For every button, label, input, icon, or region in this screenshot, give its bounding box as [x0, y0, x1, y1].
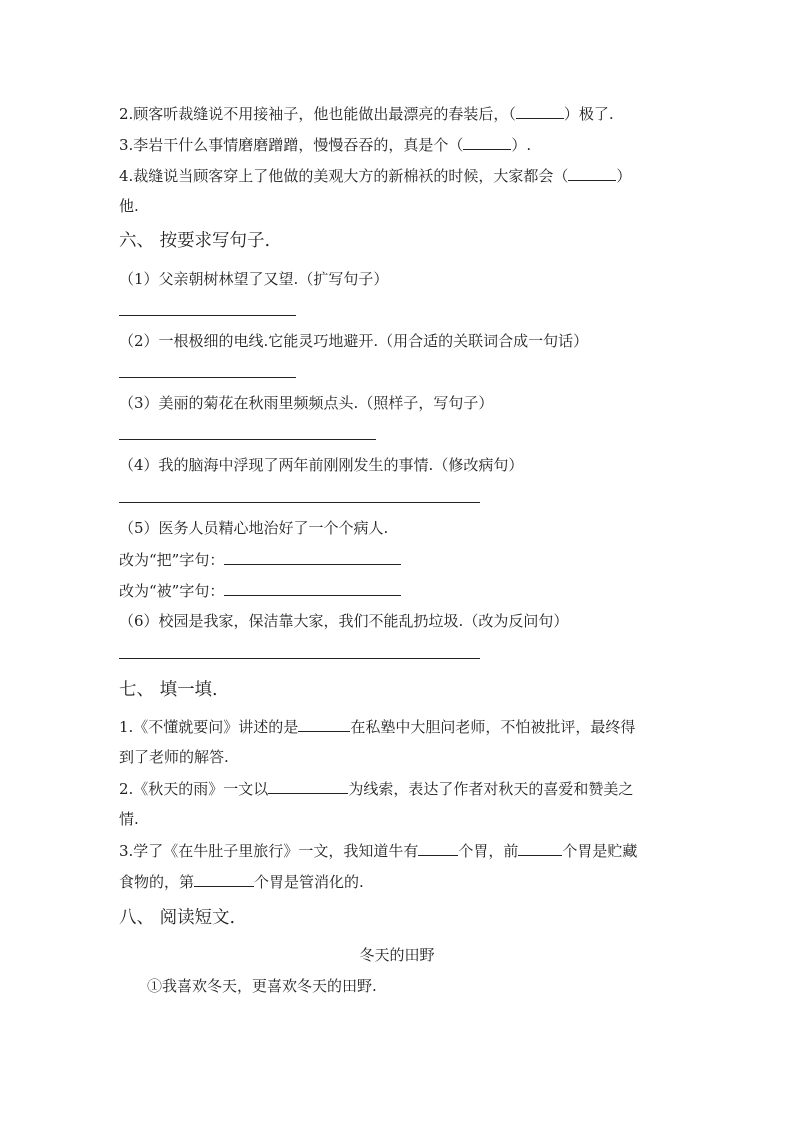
- question-7-2-cont: 情.: [119, 810, 139, 828]
- question-text: 个胃，前: [458, 842, 519, 860]
- question-text: 1.《不懂就要问》讲述的是: [119, 718, 299, 736]
- fill-blank[interactable]: [224, 549, 401, 565]
- fill-blank[interactable]: [463, 134, 511, 150]
- fill-blank[interactable]: [518, 840, 562, 856]
- question-6-2: （2）一根极细的电线.它能灵巧地避开.（用合适的关联词合成一句话）: [119, 332, 589, 350]
- question-text: 改为“被”字句：: [119, 582, 225, 600]
- question-text: ）: [616, 167, 632, 185]
- fill-blank[interactable]: [516, 103, 564, 119]
- question-6-5-bei: [119, 580, 401, 601]
- question-6-5: （5）医务人员精心地治好了一个个病人.: [119, 519, 389, 537]
- question-text: 为线索，表达了作者对秋天的喜爱和赞美之: [348, 780, 634, 798]
- question-6-1: （1）父亲朝树林望了又望.（扩写句子）: [119, 270, 389, 288]
- passage-title: 冬天的田野: [359, 946, 435, 964]
- fill-blank[interactable]: [298, 716, 350, 732]
- question-7-3: [119, 840, 637, 861]
- question-7-3-cont: [119, 871, 364, 892]
- answer-line[interactable]: [119, 315, 296, 316]
- fill-blank[interactable]: [418, 840, 458, 856]
- answer-line[interactable]: [119, 439, 376, 440]
- question-text: 3.学了《在牛肚子里旅行》一文，我知道牛有: [119, 842, 419, 860]
- fill-blank[interactable]: [568, 165, 616, 181]
- question-6-6: （6）校园是我家，保洁靠大家，我们不能乱扔垃圾.（改为反问句）: [119, 612, 569, 630]
- section-8-heading: 八、 阅读短文.: [119, 908, 236, 928]
- question-text: 个胃是管消化的.: [254, 873, 364, 891]
- question-7-1: [119, 716, 635, 737]
- answer-line[interactable]: [119, 502, 480, 503]
- question-text: 4.裁缝说当顾客穿上了他做的美观大方的新棉袄的时候，大家都会（: [119, 167, 569, 185]
- fill-blank[interactable]: [268, 778, 348, 794]
- question-text: 2.《秋天的雨》一文以: [119, 780, 269, 798]
- question-text: 改为“把”字句：: [119, 551, 225, 569]
- question-5-3: [119, 134, 531, 155]
- question-5-2: [119, 103, 614, 124]
- question-5-4-cont: 他.: [119, 197, 139, 215]
- question-5-4: [119, 165, 631, 186]
- question-text: 3.李岩干什么事情磨磨蹭蹭，慢慢吞吞的，真是个（: [119, 136, 464, 154]
- section-7-heading: 七、 填一填.: [119, 680, 218, 700]
- question-text: ）极了.: [563, 105, 614, 123]
- question-7-2: [119, 778, 633, 799]
- question-text: 在私塾中大胆问老师，不怕被批评，最终得: [350, 718, 636, 736]
- question-text: ）.: [511, 136, 532, 154]
- question-6-5-ba: [119, 549, 401, 570]
- answer-line[interactable]: [119, 377, 296, 378]
- passage-paragraph-1: ①我喜欢冬天，更喜欢冬天的田野.: [147, 977, 377, 995]
- section-6-heading: 六、 按要求写句子.: [119, 231, 271, 251]
- question-7-1-cont: 到了老师的解答.: [119, 748, 229, 766]
- fill-blank[interactable]: [224, 580, 401, 596]
- question-6-4: （4）我的脑海中浮现了两年前刚刚发生的事情.（修改病句）: [119, 456, 524, 474]
- question-text: 个胃是贮藏: [562, 842, 638, 860]
- fill-blank[interactable]: [194, 871, 254, 887]
- question-text: 食物的，第: [119, 873, 195, 891]
- question-text: 2.顾客听裁缝说不用接袖子，他也能做出最漂亮的春装后，（: [119, 105, 516, 123]
- answer-line[interactable]: [119, 658, 480, 659]
- question-6-3: （3）美丽的菊花在秋雨里频频点头.（照样子，写句子）: [119, 394, 494, 412]
